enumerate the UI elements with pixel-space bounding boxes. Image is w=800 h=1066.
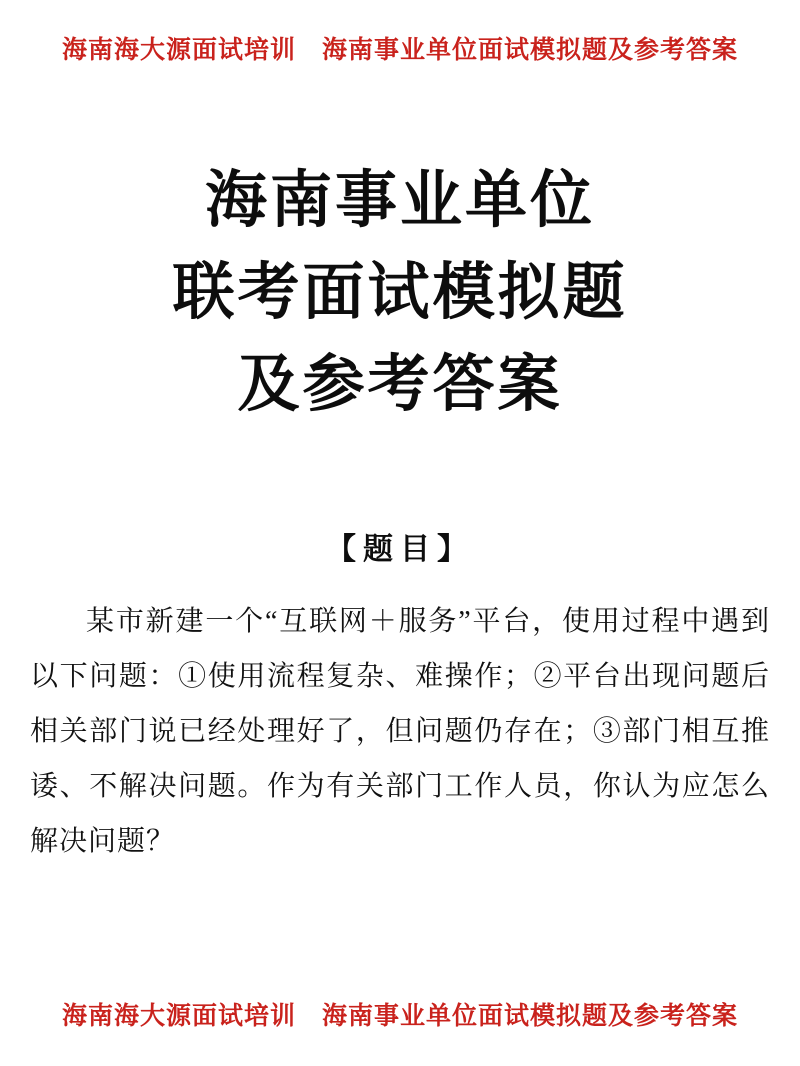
page-header: 海南海大源面试培训 海南事业单位面试模拟题及参考答案 xyxy=(61,37,738,64)
question-paragraph: 某市新建一个“互联网＋服务”平台，使用过程中遇到以下问题：①使用流程复杂、难操作；②平台出现问题后相关部门说已经处理好了，但问题仍存在；③部门相互推诿、不解决问题。作为有关部门工作人员，你认为应怎么解决问题？ xyxy=(30,606,770,857)
document-title xyxy=(0,154,800,430)
title-line-3: 及参考答案 xyxy=(237,347,563,420)
section-heading-question: 【题目】 xyxy=(326,533,474,566)
page-footer: 海南海大源面试培训 海南事业单位面试模拟题及参考答案 xyxy=(61,1003,738,1030)
title-line-1: 海南事业单位 xyxy=(204,163,595,236)
title-line-2: 联考面试模拟题 xyxy=(172,255,628,328)
